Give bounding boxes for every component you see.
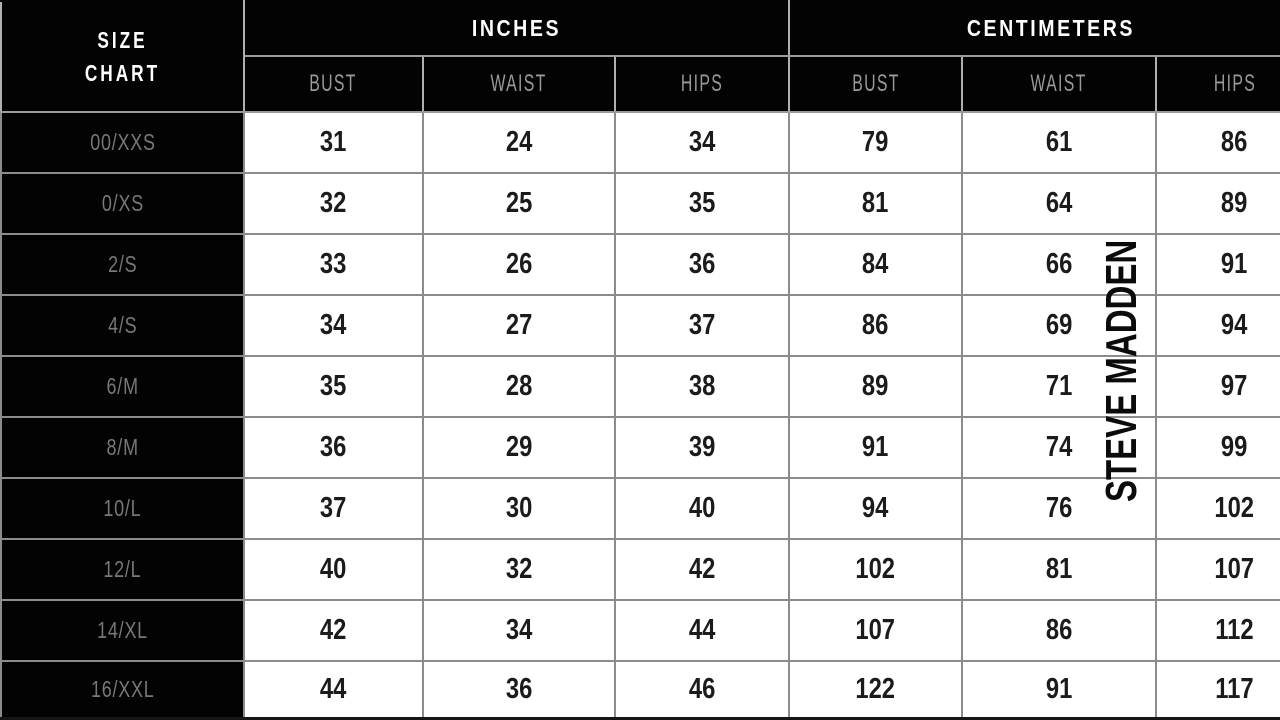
table-row xyxy=(1,173,1280,234)
measurement-cell: 112 xyxy=(1156,600,1280,661)
measurement-cell: 44 xyxy=(244,661,423,718)
size-label: 2/S xyxy=(1,234,244,295)
measurement-cell: 86 xyxy=(962,600,1156,661)
measurement-cell: 34 xyxy=(244,295,423,356)
measurement-cell: 94 xyxy=(1156,295,1280,356)
table-row xyxy=(1,600,1280,661)
measurement-cell: 91 xyxy=(1156,234,1280,295)
measurement-cell: 122 xyxy=(789,661,962,718)
measurement-cell: 28 xyxy=(423,356,615,417)
unit-group-inches xyxy=(244,1,789,56)
measurement-cell: 25 xyxy=(423,173,615,234)
size-label: 00/XXS xyxy=(1,112,244,173)
measurement-cell: 89 xyxy=(789,356,962,417)
measurement-cell: 42 xyxy=(615,539,789,600)
table-body xyxy=(1,112,1280,718)
table-row xyxy=(1,539,1280,600)
measurement-cell: 37 xyxy=(615,295,789,356)
measurement-cell: 34 xyxy=(423,600,615,661)
measurement-cell: 30 xyxy=(423,478,615,539)
measurement-cell: 24 xyxy=(423,112,615,173)
measurement-cell: 81 xyxy=(962,539,1156,600)
measurement-cell: 38 xyxy=(615,356,789,417)
measurement-cell: 33 xyxy=(244,234,423,295)
measurement-cell: 40 xyxy=(244,539,423,600)
measurement-cell: 39 xyxy=(615,417,789,478)
measurement-cell: 99 xyxy=(1156,417,1280,478)
measurement-cell: 84 xyxy=(789,234,962,295)
measurement-cell: 86 xyxy=(1156,112,1280,173)
measurement-cell: 74 xyxy=(962,417,1156,478)
measurement-cell: 86 xyxy=(789,295,962,356)
col-header-cm-waist: WAIST xyxy=(962,56,1156,112)
measurement-cell: 27 xyxy=(423,295,615,356)
measurement-cell: 36 xyxy=(244,417,423,478)
measurement-cell: 66 xyxy=(962,234,1156,295)
col-header-cm-hips: HIPS xyxy=(1156,56,1280,112)
measurement-cell: 61 xyxy=(962,112,1156,173)
table-row xyxy=(1,478,1280,539)
inches-label: INCHES xyxy=(471,15,562,41)
table-row xyxy=(1,356,1280,417)
measurement-cell: 91 xyxy=(962,661,1156,718)
size-label: 0/XS xyxy=(1,173,244,234)
col-header-inches-waist: WAIST xyxy=(423,56,615,112)
measurement-cell: 36 xyxy=(615,234,789,295)
measurement-cell: 35 xyxy=(244,356,423,417)
measurement-cell: 102 xyxy=(789,539,962,600)
centimeters-label: CENTIMETERS xyxy=(966,15,1136,41)
unit-group-centimeters xyxy=(789,1,1280,56)
table-row xyxy=(1,112,1280,173)
size-label: 6/M xyxy=(1,356,244,417)
size-label: 10/L xyxy=(1,478,244,539)
measurement-cell: 69 xyxy=(962,295,1156,356)
measurement-cell: 76 xyxy=(962,478,1156,539)
measurement-cell: 107 xyxy=(1156,539,1280,600)
measurement-cell: 81 xyxy=(789,173,962,234)
col-header-cm-bust: BUST xyxy=(789,56,962,112)
measurement-cell: 31 xyxy=(244,112,423,173)
measurement-cell: 117 xyxy=(1156,661,1280,718)
size-label: 12/L xyxy=(1,539,244,600)
measurement-cell: 32 xyxy=(423,539,615,600)
measurement-cell: 91 xyxy=(789,417,962,478)
measurement-cell: 32 xyxy=(244,173,423,234)
page-title xyxy=(2,24,243,90)
table-header xyxy=(1,1,1280,112)
unit-header-row xyxy=(1,1,1280,56)
measurement-cell: 79 xyxy=(789,112,962,173)
measurement-cell: 89 xyxy=(1156,173,1280,234)
size-label: 16/XXL xyxy=(1,661,244,718)
measurement-cell: 107 xyxy=(789,600,962,661)
measurement-cell: 42 xyxy=(244,600,423,661)
col-header-inches-hips: HIPS xyxy=(615,56,789,112)
measurement-cell: 46 xyxy=(615,661,789,718)
measurement-cell: 36 xyxy=(423,661,615,718)
col-header-inches-bust: BUST xyxy=(244,56,423,112)
size-label: 4/S xyxy=(1,295,244,356)
measurement-cell: 44 xyxy=(615,600,789,661)
measurement-cell: 35 xyxy=(615,173,789,234)
table-row xyxy=(1,234,1280,295)
measurement-cell: 94 xyxy=(789,478,962,539)
measurement-cell: 34 xyxy=(615,112,789,173)
measurement-cell: 97 xyxy=(1156,356,1280,417)
measurement-cell: 40 xyxy=(615,478,789,539)
measurement-cell: 29 xyxy=(423,417,615,478)
table-row xyxy=(1,295,1280,356)
title-line-1: SIZE xyxy=(97,26,148,53)
measurement-cell: 64 xyxy=(962,173,1156,234)
table-row xyxy=(1,417,1280,478)
size-label: 14/XL xyxy=(1,600,244,661)
measurement-cell: 26 xyxy=(423,234,615,295)
size-chart-title-cell xyxy=(1,1,244,112)
table-row xyxy=(1,661,1280,718)
measurement-cell: 102 xyxy=(1156,478,1280,539)
title-line-2: CHART xyxy=(84,59,161,86)
measurement-cell: 71 xyxy=(962,356,1156,417)
size-label: 8/M xyxy=(1,417,244,478)
measurement-cell: 37 xyxy=(244,478,423,539)
steve-madden-wordmark: STEVE MADDEN xyxy=(1097,239,1146,502)
